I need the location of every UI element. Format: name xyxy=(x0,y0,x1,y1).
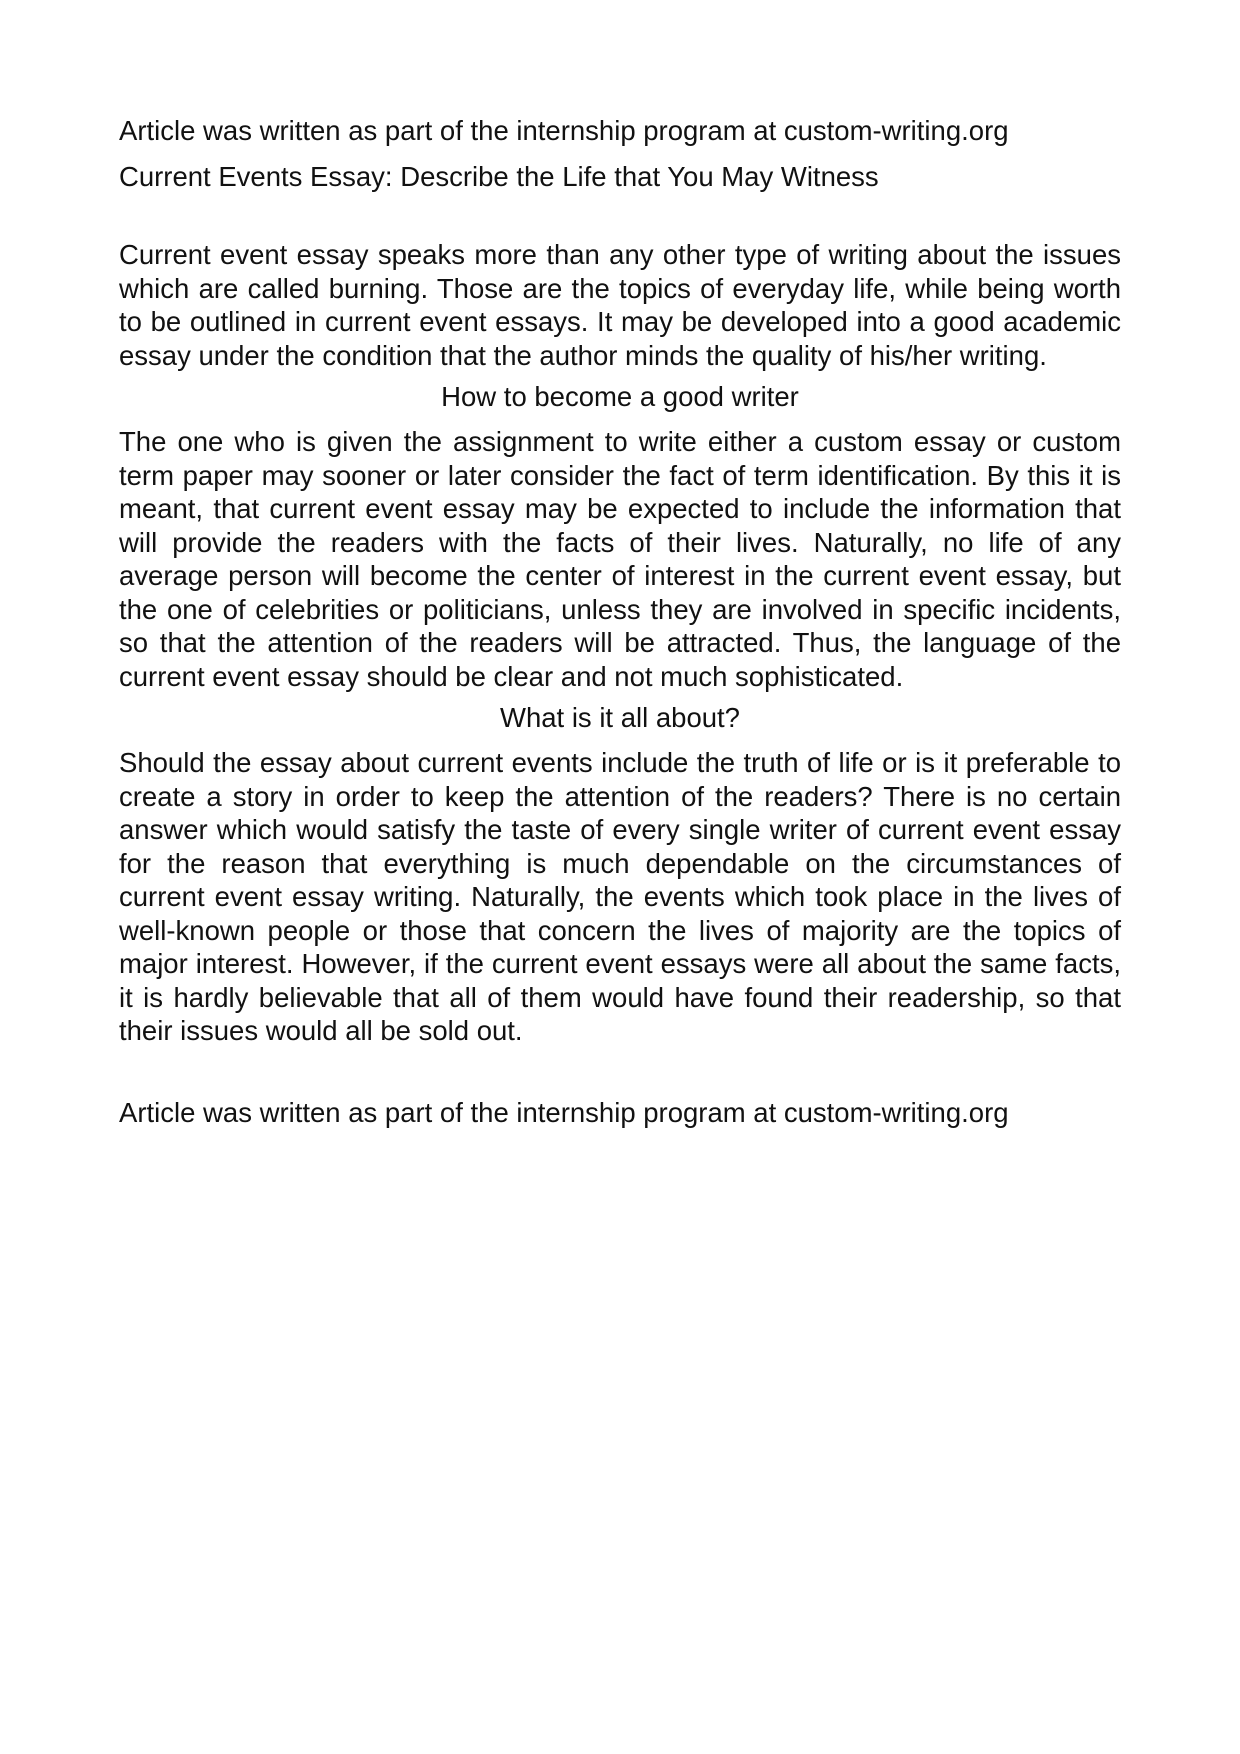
article-title: Current Events Essay: Describe the Life that You May Witness xyxy=(119,161,879,192)
document-content xyxy=(119,114,1121,1129)
section-heading-what-about: What is it all about? xyxy=(500,702,740,733)
paragraph-intro: Current event essay speaks more than any other type of writing about the issues which are called burning. Those are the topics of everyday life, while being worth to be outlined in current event essays. It may be developed into a good academic essay under the condition that the author minds the quality of his/her writing. xyxy=(119,239,1121,371)
paragraph-good-writer: The one who is given the assignment to write either a custom essay or custom term paper may sooner or later consider the fact of term identification. By this it is meant, that current event essay may be expected to include the information that will provide the readers with the facts of their lives. Naturally, no life of any average person will become the center of interest in the current event essay, but the one of celebrities or politicians, unless they are involved in specific incidents, so that the attention of the readers will be attracted. Thus, the language of the current event essay should be clear and not much sophisticated. xyxy=(119,426,1121,692)
section-heading-good-writer: How to become a good writer xyxy=(441,381,799,412)
paragraph-what-about: Should the essay about current events include the truth of life or is it preferable to create a story in order to keep the attention of the readers? There is no certain answer which would satisfy the taste of every single writer of current event essay for the reason that everything is much dependable on the circumstances of current event essay writing. Naturally, the events which took place in the lives of well-known people or those that concern the lives of majority are the topics of major interest. However, if the current event essays were all about the same facts, it is hardly believable that all of them would have found their readership, so that their issues would all be sold out. xyxy=(119,747,1121,1046)
internship-note-top: Article was written as part of the internship program at custom-writing.org xyxy=(119,115,1009,146)
internship-note-bottom: Article was written as part of the internship program at custom-writing.org xyxy=(119,1096,1009,1128)
